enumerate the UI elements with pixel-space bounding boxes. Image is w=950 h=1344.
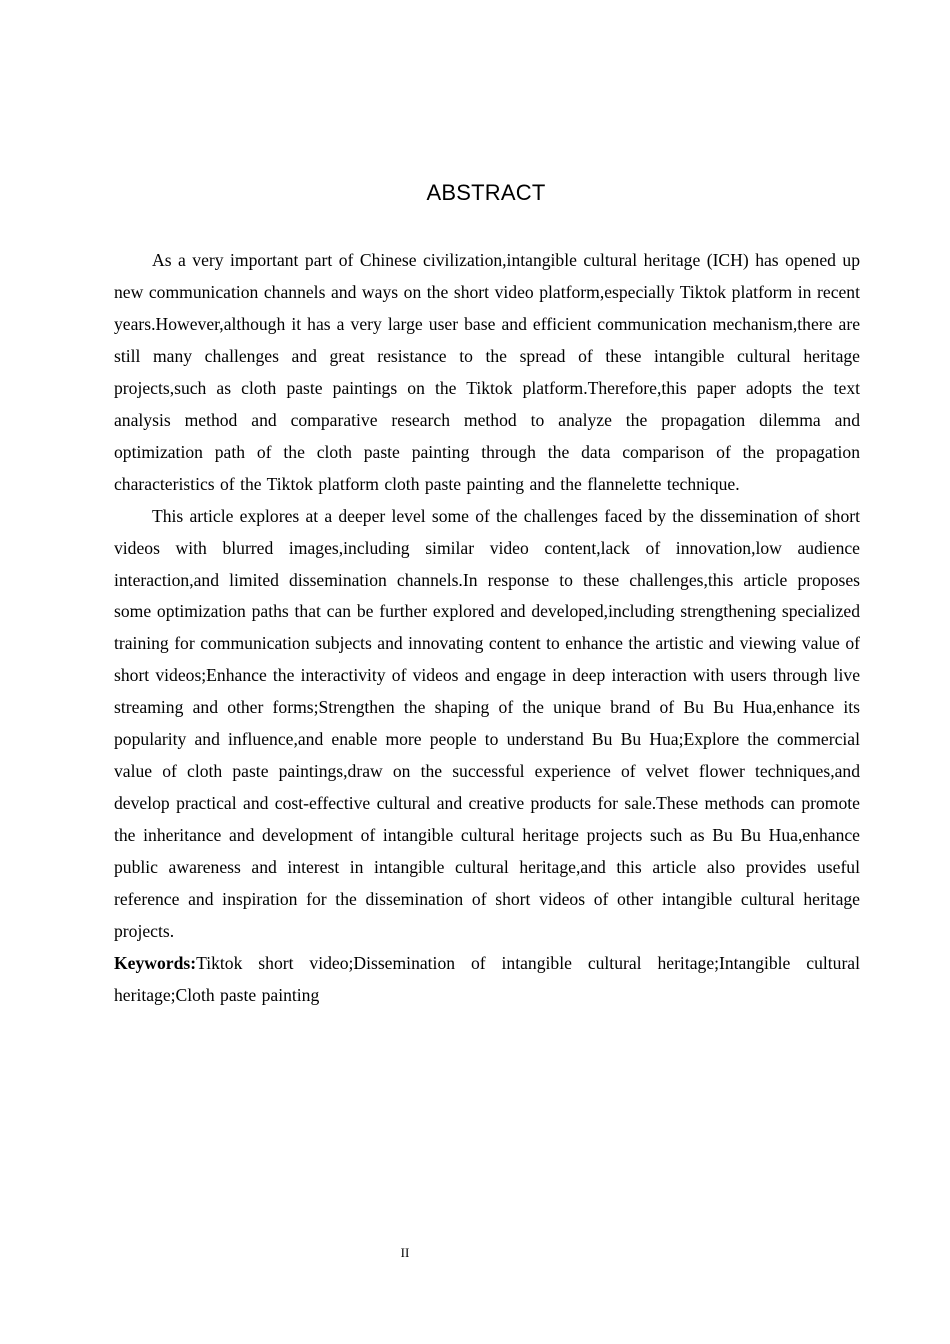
abstract-paragraph-2: This article explores at a deeper level some of the challenges faced by the dissemination of short videos with blurred images,including similar video content,lack of innovation,low audience interaction,and limited dissemination channels.In response to these challenges,this article proposes some optimization paths that can be further explored and developed,including strengthening specialized training for communication subjects and innovating content to enhance the artistic and viewing value of short videos;Enhance the interactivity of videos and engage in deep interaction with users through live streaming and other forms;Strengthen the shaping of the unique brand of Bu Bu Hua,enhance its popularity and influence,and enable more people to understand Bu Bu Hua;Explore the commercial value of cloth paste paintings,draw on the successful experience of velvet flower techniques,and develop practical and cost-effective cultural and creative products for sale.These methods can promote the inheritance and development of intangible cultural heritage projects such as Bu Bu Hua,enhance public awareness and interest in intangible cultural heritage,and this article also provides useful reference and inspiration for the dissemination of short videos of other intangible cultural heritage projects. (114, 505, 860, 942)
abstract-heading: ABSTRACT (426, 180, 546, 205)
keywords-line (114, 948, 860, 1012)
keywords-label: Keywords: (114, 952, 197, 973)
page-number: II (400, 1245, 410, 1260)
abstract-body (114, 245, 860, 1012)
abstract-paragraph-1: As a very important part of Chinese civilization,intangible cultural heritage (ICH) has opened up new communication channels and ways on the short video platform,especially Tiktok platform in recent years.However,although it has a very large user base and efficient communication mechanism,there are still many challenges and great resistance to the spread of these intangible cultural heritage projects,such as cloth paste paintings on the Tiktok platform.Therefore,this paper adopts the text analysis method and comparative research method to analyze the propagation dilemma and optimization path of the cloth paste painting through the data comparison of the propagation characteristics of the Tiktok platform cloth paste painting and the flannelette technique. (114, 250, 860, 494)
keywords-text: Tiktok short video;Dissemination of intangible cultural heritage;Intangible cultural heritage;Cloth paste painting (114, 952, 860, 1005)
